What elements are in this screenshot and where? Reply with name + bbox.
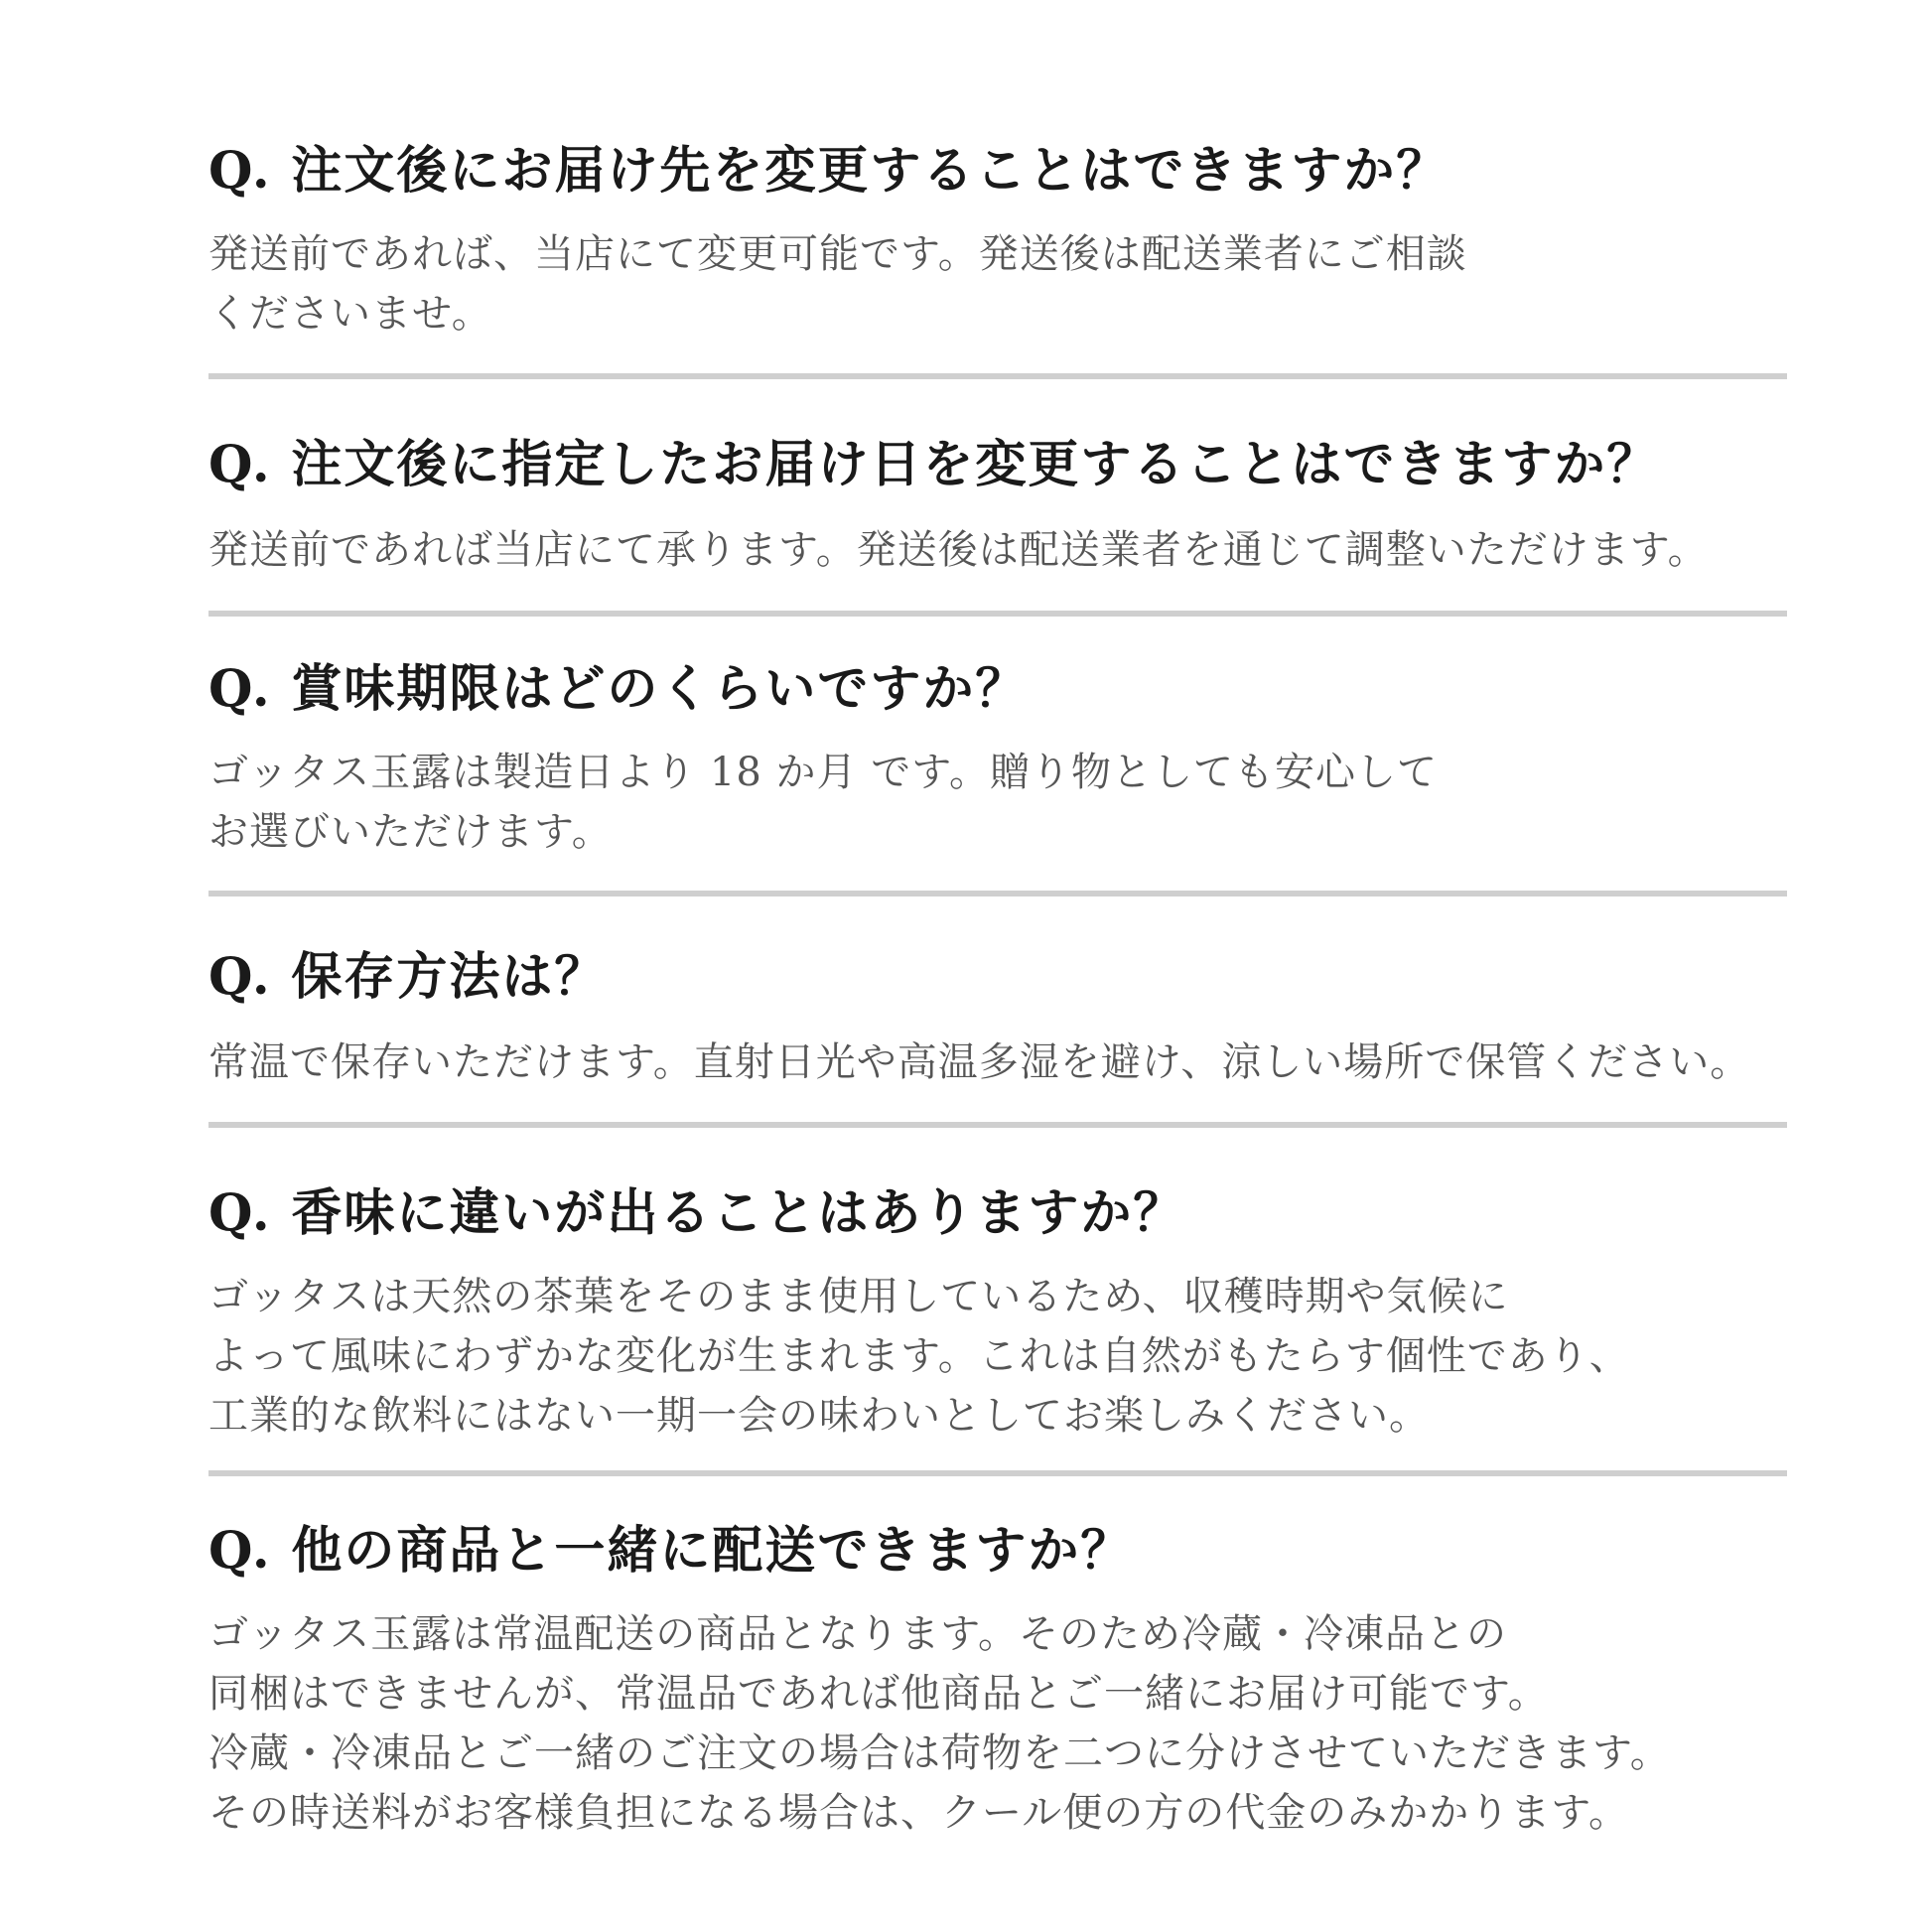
faq-divider xyxy=(208,611,1787,617)
faq-item-flavor-variation xyxy=(208,1181,1787,1446)
faq-answer-line: お選びいただけます。 xyxy=(208,809,613,855)
faq-answer xyxy=(208,1604,1787,1843)
faq-answer-line: くださいませ。 xyxy=(208,291,492,337)
faq-answer-line: ゴッタスは天然の茶葉をそのまま使用しているため、収穫時期や気候に xyxy=(208,1274,1509,1319)
faq-answer-line: 冷蔵・冷凍品とご一緒のご注文の場合は荷物を二つに分けさせていただきます。 xyxy=(208,1730,1671,1776)
faq-item-best-before xyxy=(208,657,1787,862)
faq-answer-line: 同梱はできませんが、常温品であれば他商品とご一緒にお届け可能です。 xyxy=(208,1671,1549,1717)
faq-item-combined-shipping xyxy=(208,1519,1787,1843)
faq-item-storage xyxy=(208,945,1787,1092)
faq-question: Q. 他の商品と一緒に配送できますか？ xyxy=(208,1521,1134,1581)
faq-question: Q. 注文後に指定したお届け日を変更することはできますか？ xyxy=(208,435,1660,494)
faq-answer-line: ゴッタス玉露は製造日より 18 か月 です。贈り物としても安心して xyxy=(208,750,1439,795)
faq-answer-line: ゴッタス玉露は常温配送の商品となります。そのため冷蔵・冷凍品との xyxy=(208,1611,1507,1657)
faq-question: Q. 賞味期限はどのくらいですか？ xyxy=(208,659,1029,719)
faq-answer xyxy=(208,224,1787,344)
faq-question: Q. 香味に違いが出ることはありますか？ xyxy=(208,1183,1186,1243)
faq-answer xyxy=(208,1033,1787,1092)
faq-answer-line: 工業的な飲料にはない一期一会の味わいとしてお楽しみください。 xyxy=(208,1393,1430,1439)
faq-divider xyxy=(208,1470,1787,1476)
faq-answer xyxy=(208,1267,1787,1446)
faq-answer-line: よって風味にわずかな変化が生まれます。これは自然がもたらす個性であり、 xyxy=(208,1333,1630,1379)
faq-divider xyxy=(208,373,1787,379)
faq-answer xyxy=(208,520,1787,580)
faq-question: Q. 保存方法は？ xyxy=(208,947,608,1007)
faq-item-change-delivery-date xyxy=(208,433,1787,580)
faq-answer xyxy=(208,743,1787,862)
faq-divider xyxy=(208,891,1787,897)
faq-answer-line: 発送前であれば当店にて承ります。発送後は配送業者を通じて調整いただけます。 xyxy=(208,527,1709,573)
faq-answer-line: 常温で保存いただけます。直射日光や高温多湿を避け、涼しい場所で保管ください。 xyxy=(208,1039,1751,1085)
faq-divider xyxy=(208,1122,1787,1128)
faq-question: Q. 注文後にお届け先を変更することはできますか？ xyxy=(208,141,1449,201)
faq-answer-line: その時送料がお客様負担になる場合は、クール便の方の代金のみかかります。 xyxy=(208,1790,1629,1836)
faq-answer-line: 発送前であれば、当店にて変更可能です。発送後は配送業者にご相談 xyxy=(208,231,1467,277)
faq-item-change-address xyxy=(208,139,1787,344)
